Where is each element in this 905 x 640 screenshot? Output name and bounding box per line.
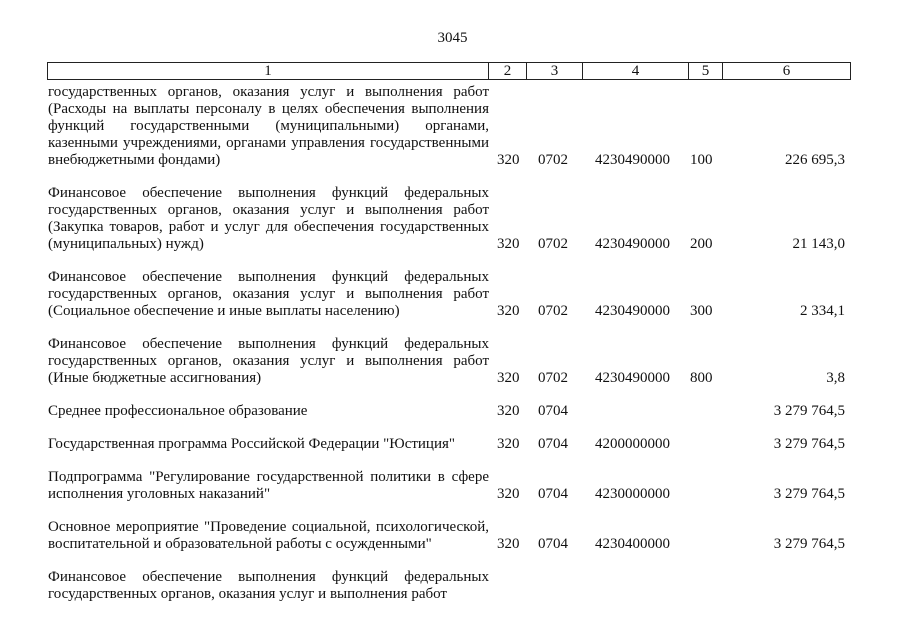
row-expense-type: 800: [690, 370, 713, 386]
row-amount: 3 279 764,5: [773, 436, 845, 452]
row-amount: 226 695,3: [785, 152, 845, 168]
page-number: 3045: [437, 30, 468, 46]
column-header-5: 5: [689, 63, 723, 80]
column-header-4: 4: [583, 63, 689, 80]
row-ministry-code: 320: [497, 486, 520, 502]
row-section-code: 0704: [538, 436, 568, 452]
row-section-code: 0704: [538, 536, 568, 552]
row-description: Финансовое обеспечение выполнения функций федеральных государственных органов, оказания услуг и выполнения работ (Иные бюджетные ассигнования): [48, 336, 489, 386]
column-header-table: [47, 62, 851, 80]
column-header-row: [48, 63, 851, 80]
row-amount: 3,8: [826, 370, 845, 386]
row-description: Финансовое обеспечение выполнения функций федеральных государственных органов, оказания услуг и выполнения работ (Социальное обеспечение и иные выплаты населению): [48, 269, 489, 319]
row-amount: 3 279 764,5: [773, 403, 845, 419]
row-expense-type: 100: [690, 152, 713, 168]
row-target-article: 4200000000: [595, 436, 670, 452]
table-body: [47, 84, 847, 619]
row-target-article: 4230000000: [595, 486, 670, 502]
column-header-6: 6: [723, 63, 851, 80]
row-amount: 3 279 764,5: [773, 486, 845, 502]
row-amount: 2 334,1: [800, 303, 845, 319]
row-description: Основное мероприятие "Проведение социальной, психологической, воспитательной и образовательной работы с осужденными": [48, 519, 489, 552]
row-target-article: 4230400000: [595, 536, 670, 552]
row-section-code: 0704: [538, 486, 568, 502]
row-section-code: 0702: [538, 152, 568, 168]
row-section-code: 0702: [538, 236, 568, 252]
row-description: Финансовое обеспечение выполнения функций федеральных государственных органов, оказания услуг и выполнения работ: [48, 569, 489, 602]
table-row: [47, 336, 847, 387]
table-row: [47, 269, 847, 320]
table-row: [47, 519, 847, 553]
row-ministry-code: 320: [497, 403, 520, 419]
row-target-article: 4230490000: [595, 303, 670, 319]
table-row: [47, 436, 847, 453]
row-target-article: 4230490000: [595, 370, 670, 386]
row-target-article: 4230490000: [595, 152, 670, 168]
row-description: Подпрограмма "Регулирование государственной политики в сфере исполнения уголовных наказаний": [48, 469, 489, 502]
row-amount: 3 279 764,5: [773, 536, 845, 552]
table-row: [47, 569, 847, 603]
row-expense-type: 200: [690, 236, 713, 252]
table-row: [47, 185, 847, 253]
row-section-code: 0702: [538, 370, 568, 386]
column-header-1: 1: [48, 63, 489, 80]
row-amount: 21 143,0: [792, 236, 845, 252]
row-expense-type: 300: [690, 303, 713, 319]
row-ministry-code: 320: [497, 236, 520, 252]
row-ministry-code: 320: [497, 436, 520, 452]
table-row: [47, 469, 847, 503]
table-row: [47, 84, 847, 169]
row-ministry-code: 320: [497, 536, 520, 552]
column-header-3: 3: [527, 63, 583, 80]
row-target-article: 4230490000: [595, 236, 670, 252]
table-row: [47, 403, 847, 420]
row-description: Среднее профессиональное образование: [48, 403, 308, 419]
row-description: Финансовое обеспечение выполнения функций федеральных государственных органов, оказания услуг и выполнения работ (Закупка товаров, работ и услуг для обеспечения государственных (муниципальных) нужд): [48, 185, 489, 252]
column-header-2: 2: [489, 63, 527, 80]
row-ministry-code: 320: [497, 303, 520, 319]
row-section-code: 0702: [538, 303, 568, 319]
row-section-code: 0704: [538, 403, 568, 419]
row-ministry-code: 320: [497, 152, 520, 168]
row-ministry-code: 320: [497, 370, 520, 386]
row-description: Государственная программа Российской Федерации "Юстиция": [48, 436, 456, 452]
row-description: государственных органов, оказания услуг и выполнения работ (Расходы на выплаты персоналу в целях обеспечения выполнения функций государственными (муниципальными) органами, казенными учреждениями, органами управления государственными внебюджетными фондами): [48, 84, 489, 168]
